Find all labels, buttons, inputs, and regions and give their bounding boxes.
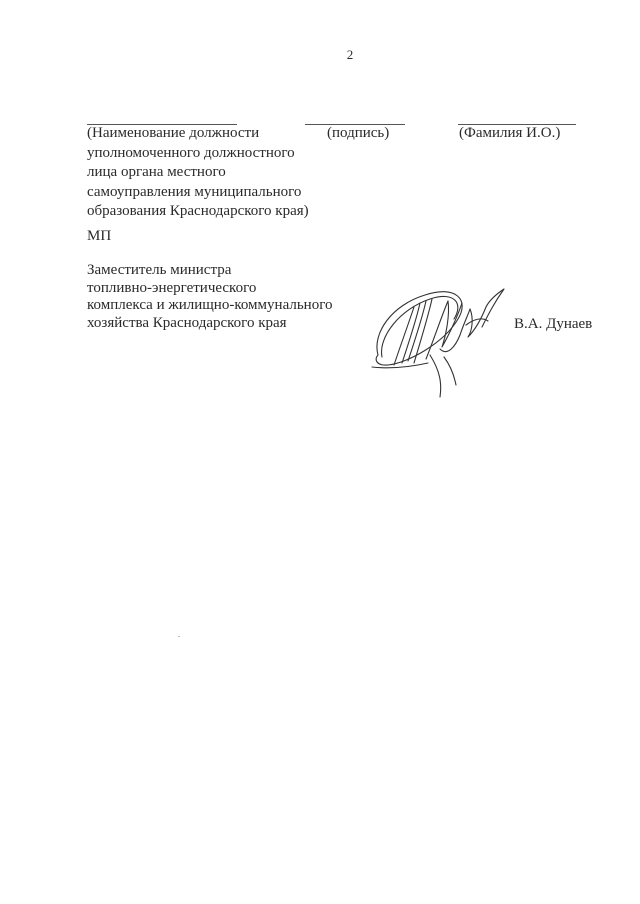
signature-caption: (подпись): [327, 125, 390, 141]
position-caption-line: лица органа местного: [87, 164, 226, 180]
position-caption-line: уполномоченного должностного: [87, 144, 295, 161]
name-caption: (Фамилия И.О.): [459, 125, 561, 141]
scan-speck: [178, 636, 180, 637]
handwritten-signature: [370, 285, 530, 400]
signer-title-line: Заместитель министра: [87, 262, 232, 278]
signer-title-line: хозяйства Краснодарского края: [87, 314, 287, 331]
stamp-place-label: МП: [87, 228, 112, 244]
position-caption: [87, 124, 309, 222]
position-caption-line: самоуправления муниципального: [87, 183, 302, 200]
position-caption-line: образования Краснодарского края): [87, 203, 309, 219]
signer-title-line: топливно-энергетического: [87, 279, 257, 296]
signer-title-line: комплекса и жилищно-коммунального: [87, 297, 333, 313]
position-caption-line: (Наименование должности: [87, 125, 260, 141]
signer-title: [87, 262, 333, 332]
signer-name: В.А. Дунаев: [514, 316, 593, 332]
page-number: 2: [346, 47, 354, 62]
